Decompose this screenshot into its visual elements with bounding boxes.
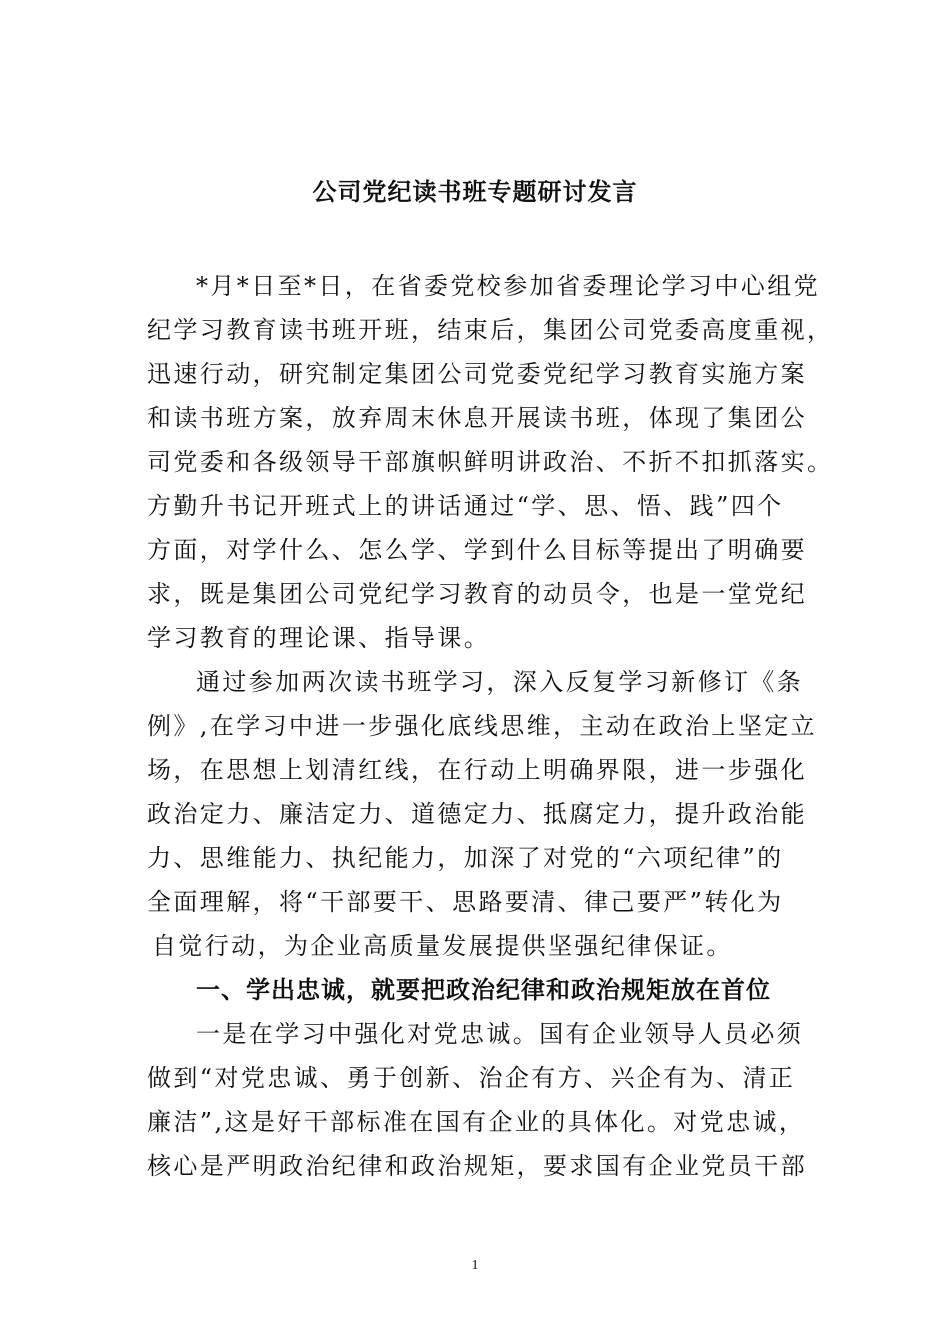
paragraph-line: 和读书班方案，放弃周末休息开展读书班，体现了集团公 xyxy=(147,404,807,432)
paragraph-line: 例》,在学习中进一步强化底线思维，主动在政治上坚定立 xyxy=(147,712,818,740)
paragraph-line: 一是在学习中强化对党忠诚。国有企业领导人员必须 xyxy=(196,1020,804,1048)
document-title: 公司党纪读书班专题研讨发言 xyxy=(312,178,638,206)
paragraph-line: 方勤升书记开班式上的讲话通过“学、思、悟、践”四个 xyxy=(147,492,784,520)
paragraph-line: 政治定力、廉洁定力、道德定力、抵腐定力，提升政治能 xyxy=(147,800,807,828)
paragraph-line: 做到“对党忠诚、勇于创新、治企有方、兴企有为、清正 xyxy=(147,1064,796,1092)
paragraph-line: 廉洁”,这是好干部标准在国有企业的具体化。对党忠诚， xyxy=(147,1108,806,1136)
paragraph-line: 通过参加两次读书班学习，深入反复学习新修订《条 xyxy=(196,668,804,696)
paragraph-line: 方面，对学什么、怎么学、学到什么目标等提出了明确要 xyxy=(147,536,807,564)
paragraph-line: 司党委和各级领导干部旗帜鲜明讲政治、不折不扣抓落实。 xyxy=(147,448,834,476)
paragraph-line: 纪学习教育读书班开班，结束后，集团公司党委高度重视， xyxy=(147,316,834,344)
paragraph-line: 全面理解，将“干部要干、思路要清、律己要严”转化为 xyxy=(147,888,784,916)
paragraph-line: 自觉行动，为企业高质量发展提供坚强纪律保证。 xyxy=(152,932,733,960)
paragraph-line: 求，既是集团公司党纪学习教育的动员令，也是一堂党纪 xyxy=(147,580,807,608)
paragraph-line: 迅速行动，研究制定集团公司党委党纪学习教育实施方案 xyxy=(147,360,807,388)
paragraph-line: *月*日至*日，在省委党校参加省委理论学习中心组党 xyxy=(196,272,820,300)
paragraph-line: 力、思维能力、执纪能力，加深了对党的“六项纪律”的 xyxy=(147,844,784,872)
section-heading: 一、学出忠诚，就要把政治纪律和政治规矩放在首位 xyxy=(196,976,771,1004)
paragraph-line: 场，在思想上划清红线，在行动上明确界限，进一步强化 xyxy=(147,756,807,784)
page-number: 1 xyxy=(471,1258,479,1273)
paragraph-line: 核心是严明政治纪律和政治规矩，要求国有企业党员干部 xyxy=(147,1152,807,1180)
paragraph-line: 学习教育的理论课、指导课。 xyxy=(147,624,491,652)
